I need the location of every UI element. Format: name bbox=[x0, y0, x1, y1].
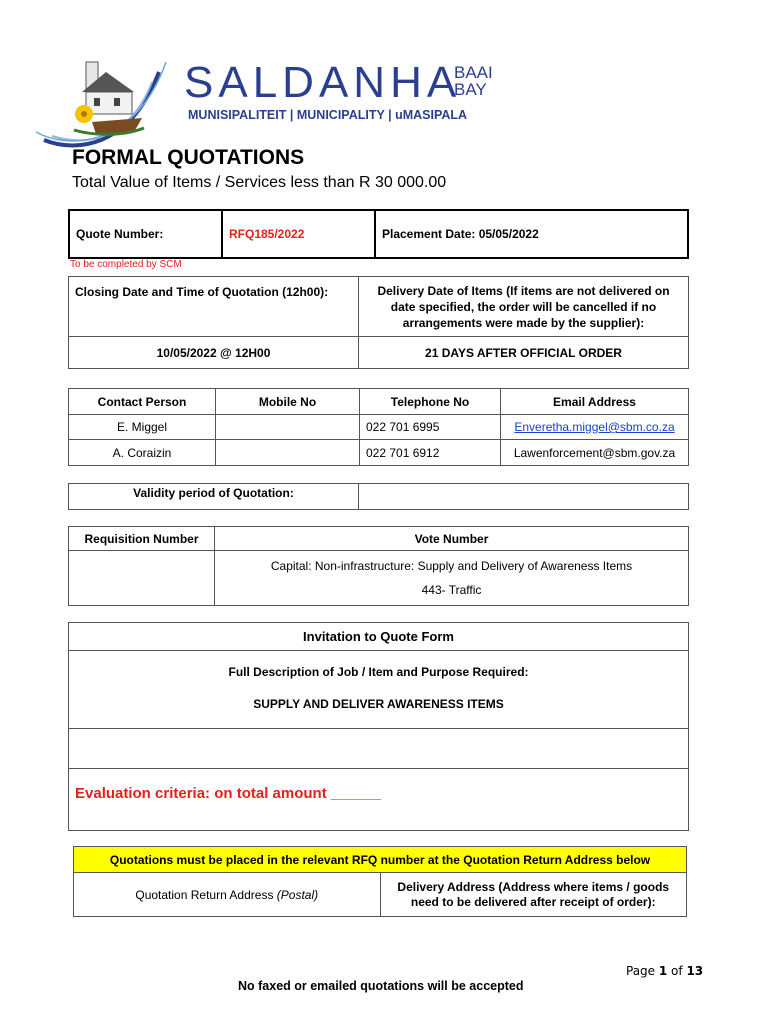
brand-tagline bbox=[188, 108, 467, 122]
delivery-address-label: Delivery Address (Address where items / goods need to be delivered after receipt of order): bbox=[380, 873, 687, 917]
page-title: FORMAL QUOTATIONS bbox=[72, 146, 305, 169]
vote-table bbox=[68, 526, 689, 606]
email-link[interactable]: Enveretha.miggel@sbm.co.za bbox=[514, 420, 675, 434]
page-of: of bbox=[667, 964, 687, 978]
description-value: SUPPLY AND DELIVER AWARENESS ITEMS bbox=[253, 697, 504, 711]
postal-label-text: Quotation Return Address bbox=[135, 887, 277, 902]
contact-person: A. Coraizin bbox=[69, 440, 216, 466]
mobile-number bbox=[216, 415, 360, 440]
brand-sub-top: BAAI bbox=[454, 63, 493, 82]
tagline-afrikaans: MUNISIPALITEIT bbox=[188, 108, 287, 122]
closing-date-label: Closing Date and Time of Quotation (12h00): bbox=[69, 277, 359, 337]
telephone-header: Telephone No bbox=[360, 389, 501, 415]
tagline-separator: | bbox=[388, 108, 392, 122]
invitation-table bbox=[68, 622, 689, 831]
validity-value[interactable] bbox=[359, 484, 689, 510]
contact-person: E. Miggel bbox=[69, 415, 216, 440]
evaluation-criteria: Evaluation criteria: on total amount ______ bbox=[69, 769, 689, 831]
mobile-number bbox=[216, 440, 360, 466]
validity-label: Validity period of Quotation: bbox=[69, 484, 359, 510]
page-total: 13 bbox=[686, 964, 704, 978]
vote-label: Vote Number bbox=[215, 527, 689, 551]
postal-label-italic: (Postal) bbox=[276, 887, 319, 902]
description-cell bbox=[69, 651, 689, 729]
page-subtitle: Total Value of Items / Services less than R 30 000.00 bbox=[72, 174, 447, 191]
placement-date: Placement Date: 05/05/2022 bbox=[375, 210, 688, 258]
delivery-date-value: 21 DAYS AFTER OFFICIAL ORDER bbox=[359, 337, 689, 369]
municipality-logo bbox=[34, 52, 504, 152]
requisition-value[interactable] bbox=[69, 551, 215, 606]
email-header: Email Address bbox=[501, 389, 689, 415]
return-banner: Quotations must be placed in the relevant RFQ number at the Quotation Return Address below bbox=[74, 847, 687, 873]
invitation-title: Invitation to Quote Form bbox=[69, 623, 689, 651]
quote-number-value: RFQ185/2022 bbox=[222, 210, 375, 258]
closing-delivery-table bbox=[68, 276, 689, 369]
closing-date-value: 10/05/2022 @ 12H00 bbox=[69, 337, 359, 369]
description-label: Full Description of Job / Item and Purpose Required: bbox=[228, 665, 529, 679]
tagline-xhosa: uMASIPALA bbox=[395, 108, 468, 122]
validity-table bbox=[68, 483, 689, 510]
quote-number-table bbox=[68, 209, 689, 259]
tagline-separator: | bbox=[289, 108, 294, 122]
table-row bbox=[69, 415, 689, 440]
table-row bbox=[69, 440, 689, 466]
scm-note: To be completed by SCM bbox=[70, 259, 182, 270]
brand-name: SALDANHA bbox=[184, 58, 462, 107]
page-current: 1 bbox=[658, 964, 668, 978]
delivery-date-label: Delivery Date of Items (If items are not delivered on date specified, the order will be cancelled if no arrangements were made by the supplier): bbox=[359, 277, 689, 337]
email-address: Lawenforcement@sbm.gov.za bbox=[501, 440, 689, 466]
vote-line-2: 443- Traffic bbox=[421, 583, 482, 597]
telephone-number: 022 701 6995 bbox=[360, 415, 501, 440]
return-address-table bbox=[73, 846, 687, 917]
quote-number-label: Quote Number: bbox=[69, 210, 222, 258]
page-prefix: Page bbox=[626, 964, 659, 978]
telephone-number: 022 701 6912 bbox=[360, 440, 501, 466]
vote-line-1: Capital: Non-infrastructure: Supply and Delivery of Awareness Items bbox=[270, 559, 633, 573]
postal-address-label bbox=[74, 873, 381, 917]
contacts-table bbox=[68, 388, 689, 466]
brand-sub-bottom: BAY bbox=[454, 80, 487, 99]
requisition-label: Requisition Number bbox=[69, 527, 215, 551]
footer-notice: No faxed or emailed quotations will be accepted bbox=[238, 979, 524, 993]
logo-emblem-icon bbox=[34, 52, 174, 152]
vote-value bbox=[215, 551, 689, 606]
tagline-english: MUNICIPALITY bbox=[296, 108, 385, 122]
mobile-header: Mobile No bbox=[216, 389, 360, 415]
contact-person-header: Contact Person bbox=[69, 389, 216, 415]
description-blank[interactable] bbox=[69, 729, 689, 769]
page-number bbox=[626, 964, 703, 978]
